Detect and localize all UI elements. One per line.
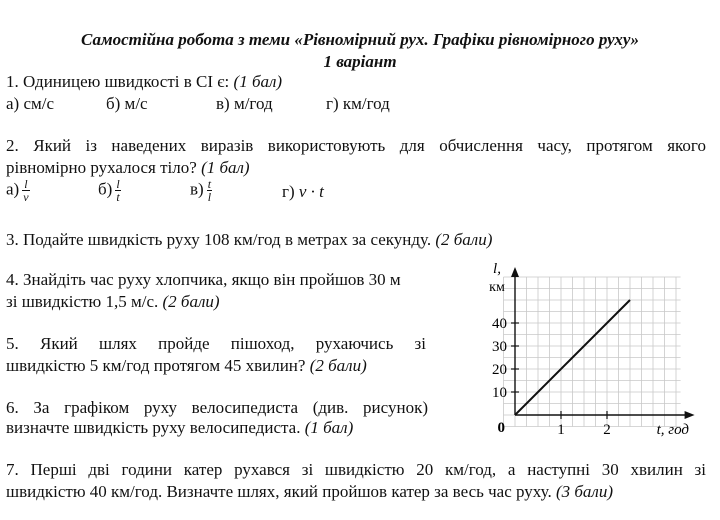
question-4-line-1: 4. Знайдіть час руху хлопчика, якщо він пройшов 30 м	[6, 270, 401, 289]
q2-option-b-denominator: t	[116, 190, 120, 204]
y-tick-label: 30	[492, 339, 507, 355]
q2-option-c-numerator: t	[207, 177, 212, 191]
question-1-points: (1 бал)	[233, 72, 283, 91]
y-tick-label: 40	[492, 316, 507, 332]
y-axis-arrow	[511, 267, 519, 277]
question-7-line-1: 7. Перші дві години катер рухався зі швидкістю 20 км/год, а наступні 30 хвилин зі	[6, 460, 706, 479]
q2-option-c-fraction	[207, 178, 212, 203]
origin-label: 0	[497, 420, 505, 436]
q2-option-b-label: б)	[98, 179, 113, 199]
question-6-text: визначте швидкість руху велосипедиста.	[6, 418, 301, 437]
question-3-points: (2 бали)	[435, 230, 493, 249]
q2-option-a	[6, 178, 30, 203]
q2-option-c	[190, 178, 212, 203]
question-2-points: (1 бал)	[201, 158, 250, 177]
q2-option-a-label: а)	[6, 179, 20, 199]
q1-option-c: в) м/год	[216, 94, 273, 113]
y-tick-label: 10	[492, 385, 507, 401]
q1-option-d: г) км/год	[326, 94, 390, 113]
y-axis-label: l,	[493, 261, 501, 277]
q2-option-b	[98, 178, 121, 203]
question-7-text: швидкістю 40 км/год. Визначте шлях, який пройшов катер за весь час руху.	[6, 482, 552, 501]
question-6-line-2	[6, 418, 353, 438]
q1-option-b: б) м/с	[106, 94, 148, 113]
question-6-line-1: 6. За графіком руху велосипедиста (див. рисунок)	[6, 398, 428, 417]
chart-grid	[504, 277, 681, 427]
q2-option-d	[282, 182, 324, 202]
q2-option-b-numerator: l	[116, 177, 120, 191]
question-2-text: рівномірно рухалося тіло?	[6, 158, 197, 177]
q2-option-a-denominator: v	[23, 190, 29, 204]
question-5-points: (2 бали)	[309, 356, 367, 375]
question-7-points: (3 бали)	[555, 482, 613, 501]
question-7-line-2	[6, 482, 613, 502]
question-5-line-2	[6, 356, 367, 376]
question-3-text: 3. Подайте швидкість руху 108 км/год в метрах за секунду.	[6, 230, 432, 249]
y-axis-unit: км	[489, 280, 505, 295]
y-tick-label: 20	[492, 362, 507, 378]
q2-option-a-fraction	[22, 178, 29, 203]
q2-option-a-numerator: l	[24, 177, 28, 191]
question-3	[6, 230, 492, 250]
question-4-line-2	[6, 292, 220, 312]
q2-option-d-expression: v · t	[298, 182, 324, 201]
question-2-line-2	[6, 158, 250, 178]
question-4-points: (2 бали)	[162, 292, 220, 311]
x-axis-label: t, год	[656, 422, 690, 438]
question-2-line-1: 2. Який із наведених виразів використовують для обчислення часу, протягом якого	[6, 136, 706, 155]
chart-axes	[511, 267, 695, 419]
question-6-points: (1 бал)	[304, 418, 354, 437]
x-axis-arrow	[685, 411, 695, 419]
q2-option-b-fraction	[115, 178, 120, 203]
variant-label: 1 варіант	[323, 52, 397, 71]
x-tick-label: 1	[557, 422, 565, 438]
q2-option-c-label: в)	[190, 179, 204, 199]
question-5-text: швидкістю 5 км/год протягом 45 хвилин?	[6, 356, 306, 375]
q2-option-c-denominator: l	[207, 190, 212, 204]
question-1-text: 1. Одиницею швидкості в СІ є:	[6, 72, 230, 91]
q1-option-a: а) см/с	[6, 94, 55, 113]
question-1	[6, 72, 282, 92]
question-5-line-1: 5. Який шлях пройде пішоход, рухаючись зі	[6, 334, 426, 353]
worksheet-title: Самостійна робота з теми «Рівномірний рух. Графіки рівномірного руху»	[81, 30, 639, 49]
distance-time-graph	[440, 250, 710, 440]
question-4-text: зі швидкістю 1,5 м/с.	[6, 292, 159, 311]
x-tick-label: 2	[603, 422, 611, 438]
q2-option-d-label: г)	[282, 182, 295, 201]
